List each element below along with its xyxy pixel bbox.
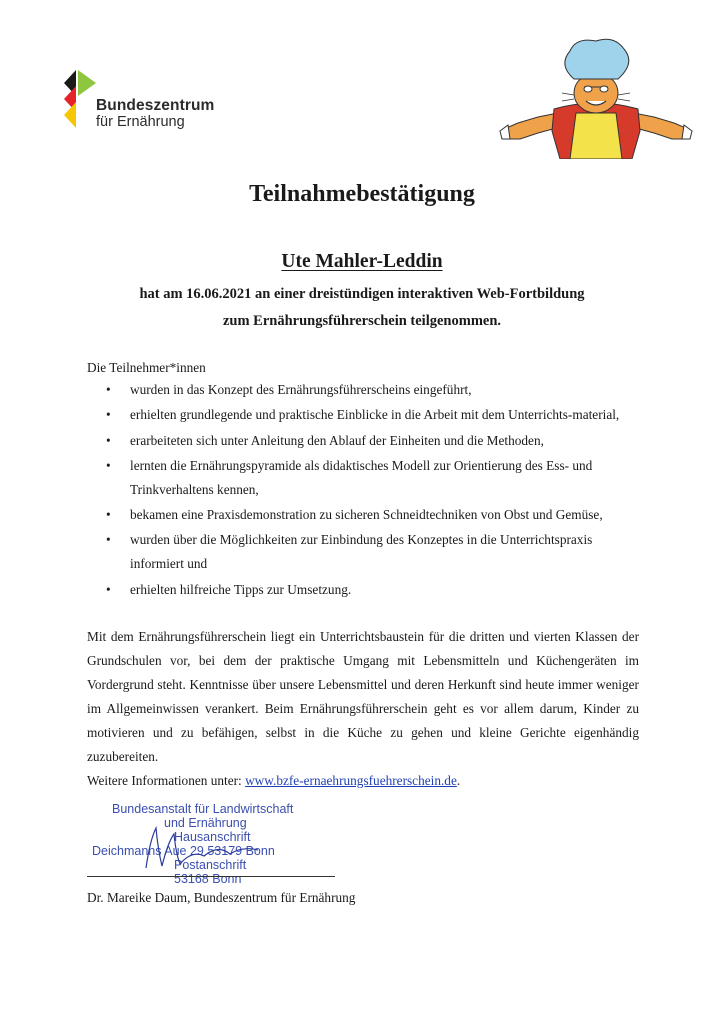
logo-name-line2: für Ernährung <box>96 114 185 130</box>
bullet-icon: • <box>106 532 111 548</box>
bullet-icon: • <box>106 507 111 523</box>
attendance-line-2: zum Ernährungsführerschein teilgenommen. <box>222 313 502 329</box>
more-info-line <box>87 769 460 793</box>
bzfe-logo-mark <box>64 66 98 128</box>
intro-text: Die Teilnehmer*innen <box>87 360 206 375</box>
program-description: Mit dem Ernährungsführerschein liegt ein Unterrichtsbaustein für die dritten und vierten Klassen der Grundschulen vor, bei dem der praktische Umgang mit Lebensmitteln und Küchengeräten im Vordergrund steht. Kenntnisse über unsere Lebensmittel und deren Herkunft sind heute immer weniger im Allgemeinwissen verankert. Beim Ernährungsführerschein geht es vor allem darum, Kinder zu motivieren und zu befähigen, selbst in die Küche zu gehen und kleine Gerichte eigenhändig zuzubereiten. <box>87 629 639 764</box>
website-link[interactable]: www.bzfe-ernaehrungsfuehrerschein.de <box>245 773 457 788</box>
list-item: • wurden über die Möglichkeiten zur Einbindung des Konzeptes in die Unterrichtspraxis informiert und <box>87 528 647 576</box>
bullet-icon: • <box>106 457 111 473</box>
list-item: • wurden in das Konzept des Ernährungsführerscheins eingeführt, <box>87 378 647 402</box>
signer-name: Dr. Mareike Daum, Bundeszentrum für Ernährung <box>87 890 356 905</box>
list-item: • erhielten grundlegende und praktische Einblicke in die Arbeit mit dem Unterrichts-material, <box>87 403 647 427</box>
attendance-line-1: hat am 16.06.2021 an einer dreistündigen interaktiven Web-Fortbildung <box>139 286 585 302</box>
list-item: • lernten die Ernährungspyramide als didaktisches Modell zur Orientierung des Ess- und Trinkverhaltens kennen, <box>87 454 647 502</box>
bzfe-logo <box>64 66 234 136</box>
bullet-icon: • <box>106 581 111 597</box>
bullet-icon: • <box>106 407 111 423</box>
learning-outcomes-list <box>87 378 647 603</box>
institution-stamp: Bundesanstalt für Landwirtschaft und Ernährung Hausanschrift Deichmanns Aue 29 53179 Bonn Postanschrift 53168 Bonn <box>92 802 294 886</box>
list-item: • bekamen eine Praxisdemonstration zu sicheren Schneidtechniken von Obst und Gemüse, <box>87 503 647 527</box>
cat-chef-mascot-illustration <box>498 35 694 159</box>
bullet-icon: • <box>106 432 111 448</box>
document-title: Teilnahmebestätigung <box>249 181 475 207</box>
more-info-label: Weitere Informationen unter: <box>87 773 246 788</box>
logo-name-line1: Bundeszentrum <box>96 97 215 114</box>
signature-line <box>87 876 335 877</box>
more-info-suffix: . <box>456 773 461 788</box>
recipient-name: Ute Mahler-Leddin <box>281 251 443 272</box>
handwritten-signature <box>140 820 270 880</box>
bullet-icon: • <box>106 382 111 397</box>
list-item: • erhielten hilfreiche Tipps zur Umsetzung. <box>87 578 647 602</box>
list-item: • erarbeiteten sich unter Anleitung den Ablauf der Einheiten und die Methoden, <box>87 429 647 453</box>
